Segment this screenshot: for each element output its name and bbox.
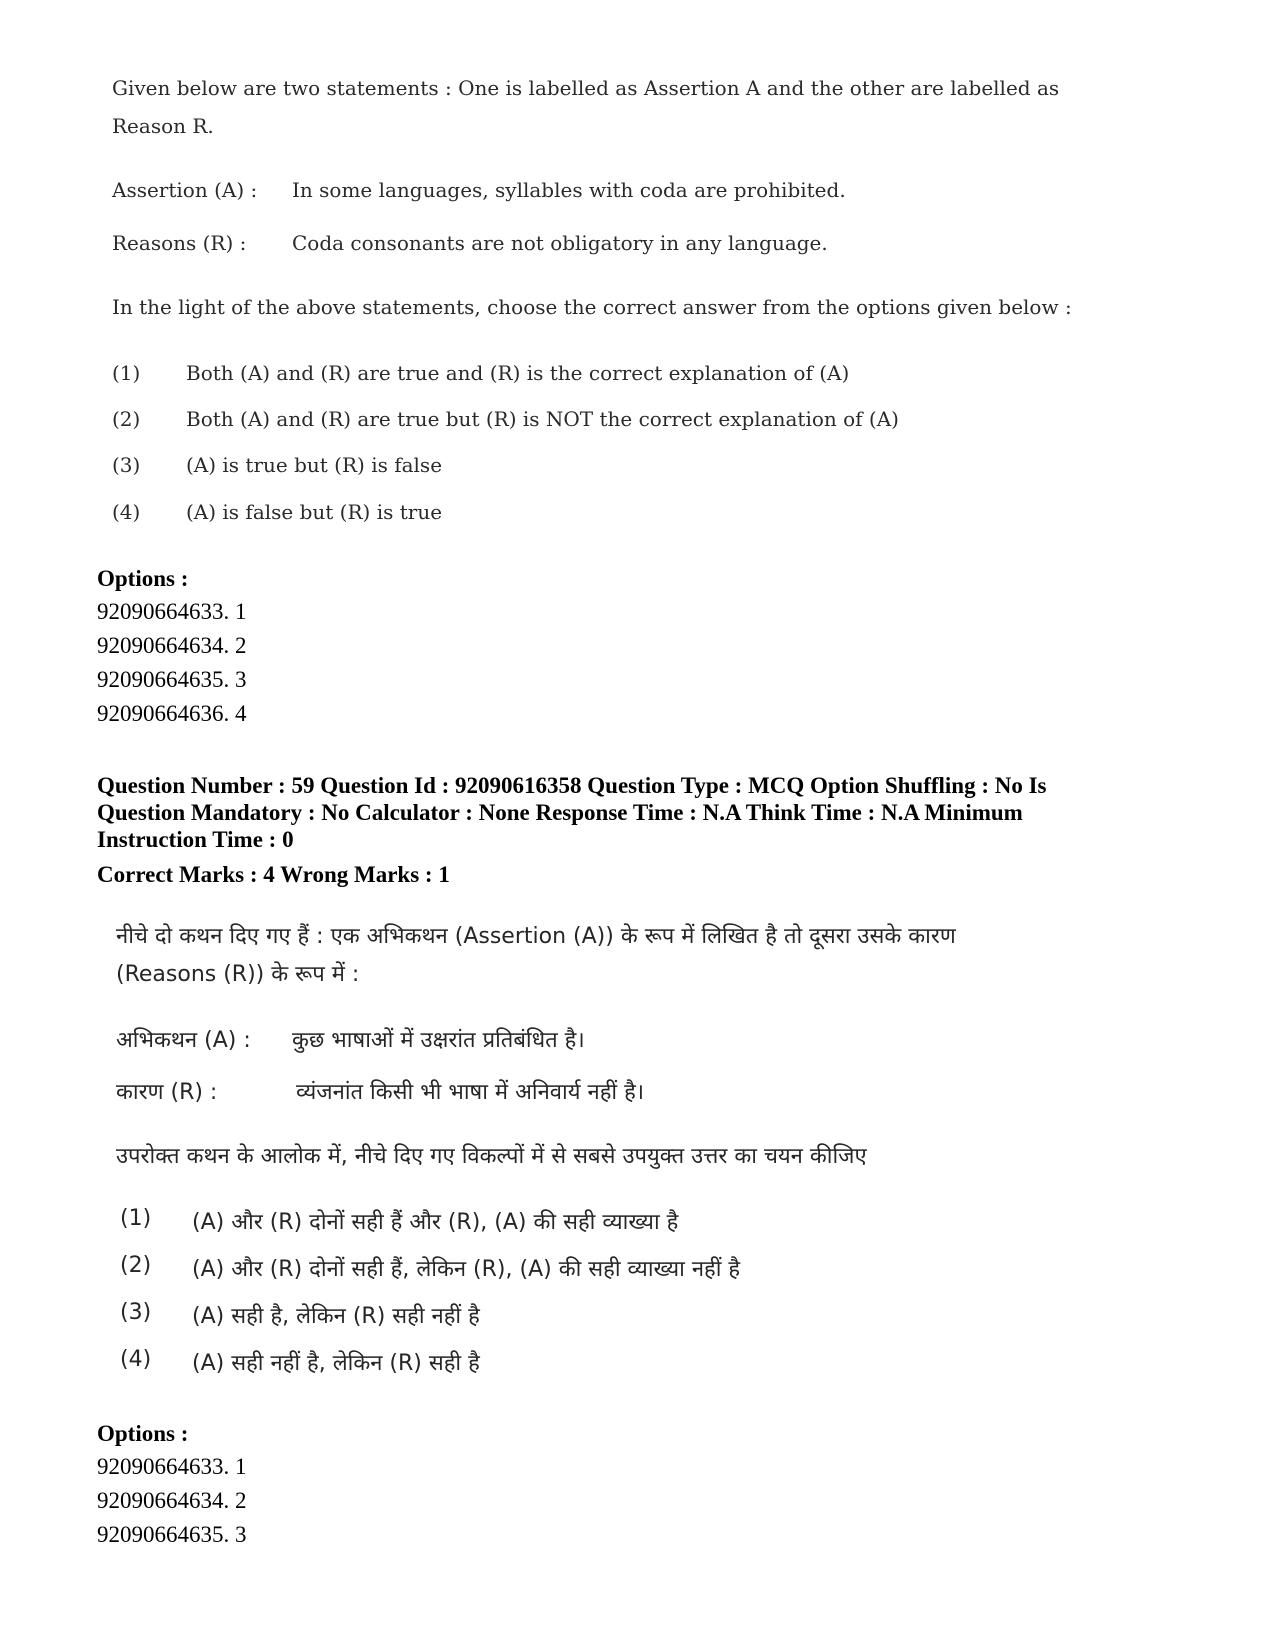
q59-option-item: 92090664635. 3 [97,1522,247,1547]
q59-meta-line-1: Question Number : 59 Question Id : 92090616358 Question Type : MCQ Option Shuffling : No Is [97,773,1047,798]
q59-reason-text: व्यंजनांत किसी भी भाषा में अनिवार्य नहीं है। [296,1080,645,1105]
q58-reason-label: Reasons (R) : [112,231,247,255]
q59-choice-number: (1) [120,1206,152,1231]
q58-option-item: 92090664635. 3 [97,667,247,692]
q58-choice-number: (3) [112,453,141,477]
q59-marks: Correct Marks : 4 Wrong Marks : 1 [97,862,450,887]
q58-intro-line-2: Reason R. [112,114,214,138]
q59-instruction: उपरोक्त कथन के आलोक में, नीचे दिए गए विकल्पों में से सबसे उपयुक्त उत्तर का चयन कीजिए [116,1144,867,1169]
q59-reason-label: कारण (R) : [116,1080,218,1105]
q59-option-item: 92090664633. 1 [97,1454,247,1479]
q59-meta-line-2: Question Mandatory : No Calculator : None Response Time : N.A Think Time : N.A Minimum [97,800,1023,825]
q59-choice-number: (3) [120,1300,152,1325]
question-58-image [0,0,1275,540]
q59-choice-text: (A) और (R) दोनों सही हैं, लेकिन (R), (A) की सही व्याख्या नहीं है [192,1257,741,1282]
q59-choice-text: (A) सही है, लेकिन (R) सही नहीं है [192,1304,480,1329]
q58-options-heading: Options : [97,566,189,591]
q58-choice-number: (1) [112,361,141,385]
q59-assertion-text: कुछ भाषाओं में उक्षरांत प्रतिबंधित है। [292,1028,585,1053]
q59-choice-text: (A) और (R) दोनों सही हैं और (R), (A) की सही व्याख्या है [192,1210,679,1235]
q58-option-item: 92090664634. 2 [97,633,247,658]
q58-intro-line-1: Given below are two statements : One is labelled as Assertion A and the other are labelled as [112,76,1060,100]
q59-intro-line-2: (Reasons (R)) के रूप में : [116,962,360,987]
q58-choice-text: (A) is true but (R) is false [186,453,443,477]
q59-meta-line-3: Instruction Time : 0 [97,827,294,852]
q59-choice-number: (2) [120,1253,152,1278]
q59-choice-number: (4) [120,1347,152,1372]
q58-choice-number: (4) [112,500,141,524]
q58-choice-text: Both (A) and (R) are true but (R) is NOT the correct explanation of (A) [186,407,899,431]
q58-choice-number: (2) [112,407,141,431]
q59-intro-line-1: नीचे दो कथन दिए गए हैं : एक अभिकथन (Assertion (A)) के रूप में लिखित है तो दूसरा उसके कारण [116,924,956,949]
q58-option-item: 92090664633. 1 [97,599,247,624]
q58-assertion-label: Assertion (A) : [112,178,258,202]
question-59-image [0,900,1275,1400]
q59-choice-text: (A) सही नहीं है, लेकिन (R) सही है [192,1351,480,1376]
q58-instruction: In the light of the above statements, choose the correct answer from the options given below : [112,295,1072,319]
q58-option-item: 92090664636. 4 [97,701,247,726]
q59-option-item: 92090664634. 2 [97,1488,247,1513]
q58-assertion-text: In some languages, syllables with coda are prohibited. [292,178,846,202]
q58-choice-text: Both (A) and (R) are true and (R) is the correct explanation of (A) [186,361,850,385]
q59-assertion-label: अभिकथन (A) : [116,1028,251,1053]
q59-options-heading: Options : [97,1421,189,1446]
q58-reason-text: Coda consonants are not obligatory in any language. [292,231,828,255]
q58-choice-text: (A) is false but (R) is true [186,500,443,524]
